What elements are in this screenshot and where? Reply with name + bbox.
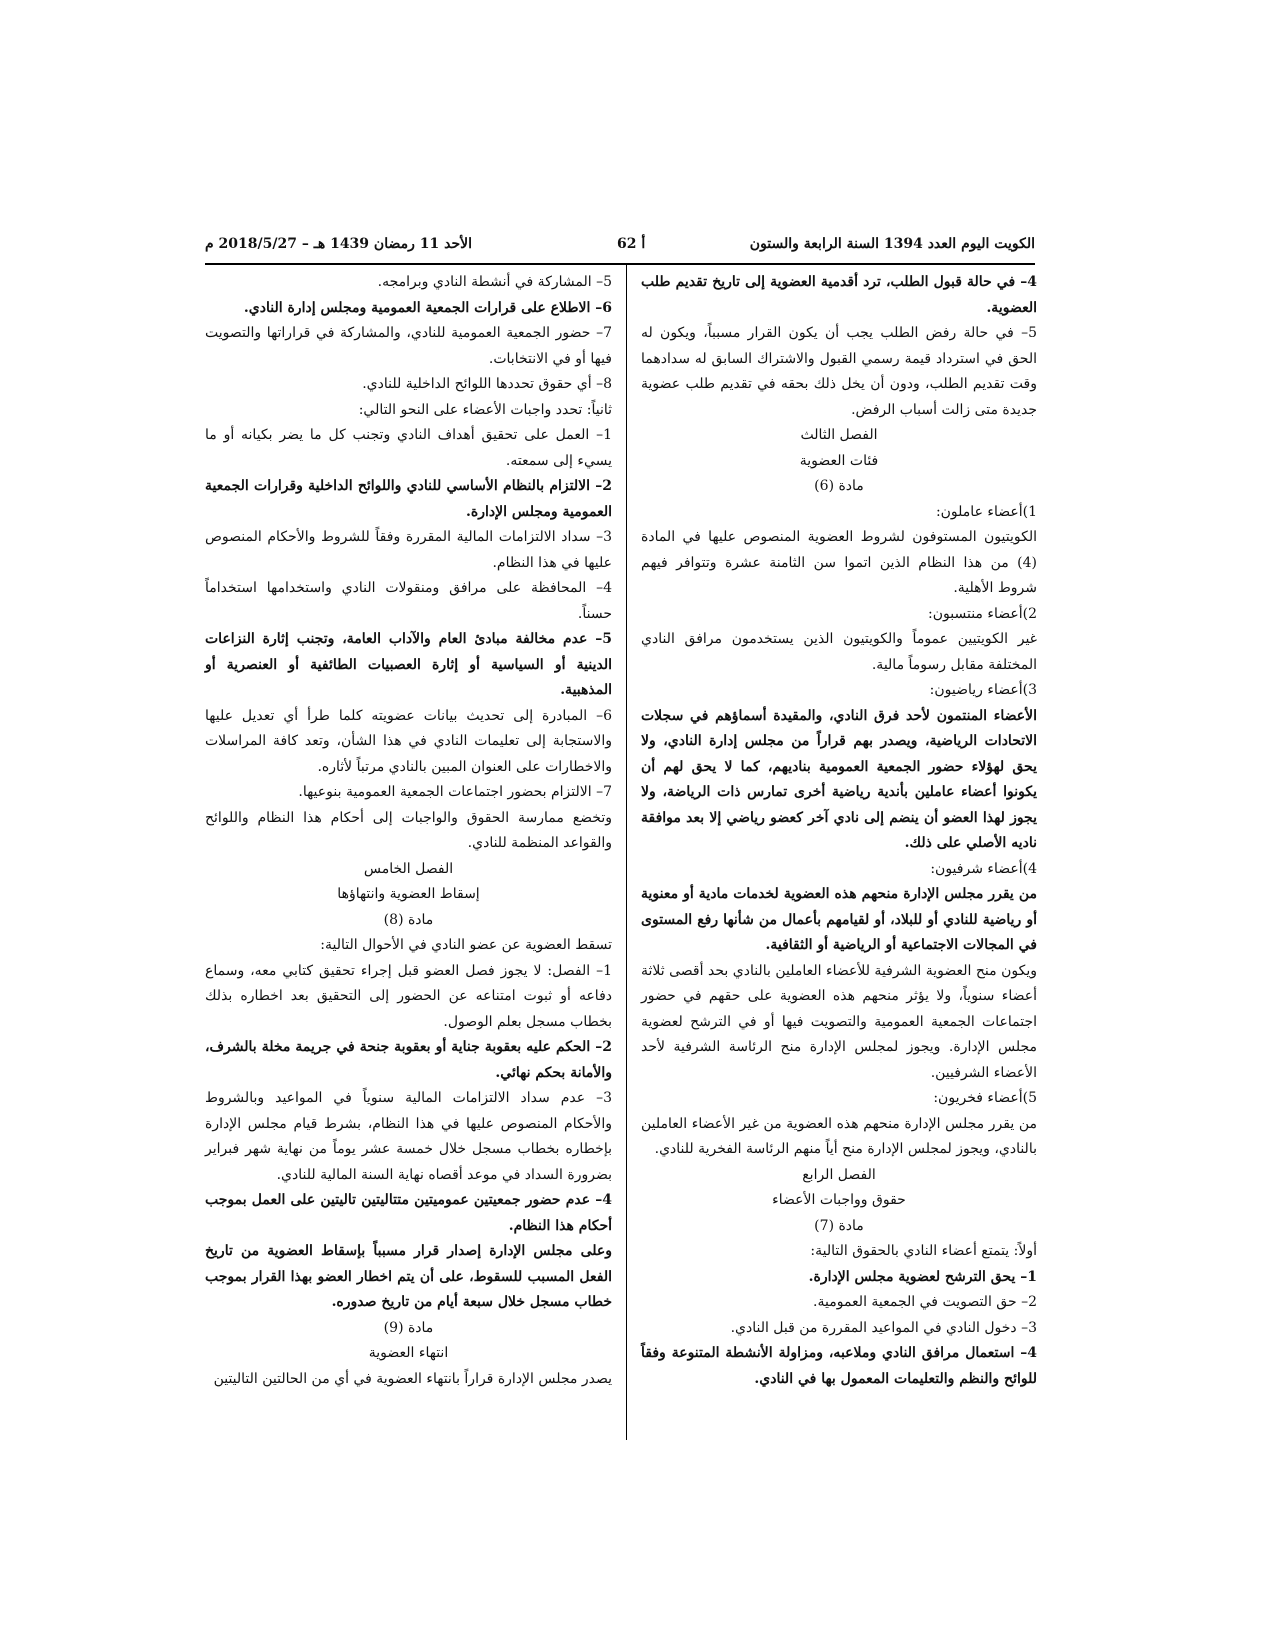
paragraph: الأعضاء المنتمون لأحد فرق النادي، والمقيدة أسماؤهم في سجلات الاتحادات الرياضية، ويصدر بهم قراراً من مجلس إدارة النادي، ولا يحق لهؤلاء حضور الجمعية العمومية بناديهم، كما لا يحق لهم أن يكونوا أعضاء عاملين بأندية رياضية أخرى تمارس ذات الرياضة، ولا يجوز لهذا العضو أن ينضم إلى نادي آخر كعضو رياضي إلا بعد موافقة ناديه الأصلي على ذلك.	[641, 707, 1037, 851]
column-divider	[626, 265, 627, 1440]
paragraph: 4– المحافظة على مرافق ومنقولات النادي واستخدامها استخداماً حسناً.	[205, 580, 612, 622]
header-rule	[205, 263, 1035, 265]
paragraph: 2– الحكم عليه بعقوبة جناية أو بعقوبة جنحة في جريمة مخلة بالشرف، والأمانة بحكم نهائي.	[205, 1039, 612, 1081]
paragraph: يصدر مجلس الإدارة قراراً بانتهاء العضوية في أي من الحالتين التاليتين	[213, 1370, 612, 1387]
section-heading: حقوق وواجبات الأعضاء	[772, 1192, 906, 1208]
issue-date: الأحد 11 رمضان 1439 هـ – 2018/5/27 م	[205, 236, 472, 252]
paragraph: 3– دخول النادي في المواعيد المقررة من قبل النادي.	[730, 1319, 1037, 1336]
paragraph: من يقرر مجلس الإدارة منحهم هذه العضوية من غير الأعضاء العاملين بالنادي، ويجوز لمجلس الإدارة منح أياً منهم الرئاسة الفخرية للنادي.	[641, 1115, 1037, 1157]
page-number: أ 62	[617, 236, 646, 252]
paragraph: 4– في حالة قبول الطلب، ترد أقدمية العضوية إلى تاريخ تقديم طلب العضوية.	[641, 274, 1037, 316]
paragraph: 5)أعضاء فخريون:	[933, 1090, 1037, 1106]
paragraph: 5– في حالة رفض الطلب يجب أن يكون القرار مسبباً، ويكون له الحق في استرداد قيمة رسمي القبول والاشتراك السابق له سدادهما وقت تقديم الطلب، ودون أن يخل ذلك بحقه في تقديم طلب عضوية جديدة متى زالت أسباب الرفض.	[641, 325, 1037, 418]
paragraph: 6– الاطلاع على قرارات الجمعية العمومية ومجلس إدارة النادي.	[243, 299, 612, 316]
paragraph: من يقرر مجلس الإدارة منحهم هذه العضوية لخدمات مادية أو معنوية أو رياضية للنادي أو للبلاد، أو لقيامهم بأعمال من شأنها رفع المستوى في المجالات الاجتماعية أو الرياضية أو الثقافية.	[641, 886, 1037, 953]
paragraph: 3– عدم سداد الالتزامات المالية سنوياً في المواعيد وبالشروط والأحكام المنصوص عليها في هذا النظام، بشرط قيام مجلس الإدارة بإخطاره بخطاب مسجل خلال خمسة عشر يوماً من نهاية شهر فبراير بضرورة السداد في موعد أقصاه نهاية السنة المالية للنادي.	[205, 1090, 612, 1183]
paragraph: 5– المشاركة في أنشطة النادي وبرامجه.	[377, 274, 612, 290]
section-heading: مادة (7)	[814, 1217, 864, 1234]
paragraph: أولاً: يتمتع أعضاء النادي بالحقوق التالية:	[810, 1243, 1037, 1259]
paragraph: 5– عدم مخالفة مبادئ العام والآداب العامة، وتجنب إثارة النزاعات الدينية أو السياسية أو إثارة العصبيات الطائفية أو العنصرية أو المذهبية.	[205, 631, 612, 698]
paragraph: غير الكويتيين عموماً والكويتيون الذين يستخدمون مرافق النادي المختلفة مقابل رسوماً مالية.	[641, 631, 1037, 673]
paragraph: ثانياً: تحدد واجبات الأعضاء على النحو التالي:	[358, 401, 612, 418]
section-heading: مادة (9)	[383, 1319, 434, 1336]
section-heading: فئات العضوية	[799, 452, 879, 469]
paragraph: 1)أعضاء عاملون:	[935, 503, 1037, 520]
paragraph: 2)أعضاء منتسبون:	[928, 605, 1037, 622]
paragraph: 1– الفصل: لا يجوز فصل العضو قبل إجراء تحقيق كتابي معه، وسماع دفاعه أو ثبوت امتناعه عن الحضور إلى التحقيق بعد اخطاره بذلك بخطاب مسجل بعلم الوصول.	[205, 962, 612, 1030]
paragraph: 7– حضور الجمعية العمومية للنادي، والمشاركة في قراراتها والتصويت فيها أو في الانتخابات.	[205, 325, 612, 367]
paragraph: وتخضع ممارسة الحقوق والواجبات إلى أحكام هذا النظام واللوائح والقواعد المنظمة للنادي.	[205, 809, 612, 851]
paragraph: ويكون منح العضوية الشرفية للأعضاء العاملين بالنادي بحد أقصى ثلاثة أعضاء سنوياً، ولا يؤثر منحهم هذه العضوية على حقهم في حضور اجتماعات الجمعية العمومية والتصويت فيها أو في الترشح لعضوية مجلس الإدارة. ويجوز لمجلس الإدارة منح الرئاسة الشرفية لأحد الأعضاء الشرفيين.	[641, 962, 1037, 1081]
paragraph: 2– حق التصويت في الجمعية العمومية.	[813, 1294, 1037, 1310]
paragraph: تسقط العضوية عن عضو النادي في الأحوال التالية:	[320, 937, 612, 953]
gazette-issue-info: الكويت اليوم العدد 1394 السنة الرابعة والستون	[749, 236, 1035, 252]
paragraph: وعلى مجلس الإدارة إصدار قرار مسبباً بإسقاط العضوية من تاريخ الفعل المسبب للسقوط، على أن يتم اخطار العضو بهذا القرار بموجب خطاب مسجل خلال سبعة أيام من تاريخ صدوره.	[205, 1243, 612, 1310]
paragraph: 1– يحق الترشح لعضوية مجلس الإدارة.	[808, 1268, 1037, 1285]
left-column	[205, 270, 612, 1392]
paragraph: 3– سداد الالتزامات المالية المقررة وفقاً للشروط والأحكام المنصوص عليها في هذا النظام.	[205, 529, 612, 571]
section-heading: الفصل الثالث	[800, 427, 878, 443]
section-heading: الفصل الخامس	[363, 860, 454, 877]
paragraph: 6– المبادرة إلى تحديث بيانات عضويته كلما طرأ أي تعديل عليها والاستجابة إلى تعليمات النادي في هذا الشأن، وتعد كافة المراسلات والاخطارات على العنوان المبين بالنادي مرتباً لأثاره.	[205, 707, 612, 775]
paragraph: 8– أي حقوق تحددها اللوائح الداخلية للنادي.	[362, 376, 612, 392]
paragraph: 3)أعضاء رياضيون:	[929, 682, 1037, 698]
page-header	[205, 236, 1035, 258]
section-heading: الفصل الرابع	[802, 1166, 876, 1183]
paragraph: 4– عدم حضور جمعيتين عموميتين متتاليتين تاليتين على العمل بموجب أحكام هذا النظام.	[205, 1192, 612, 1234]
section-heading: انتهاء العضوية	[368, 1345, 449, 1361]
section-heading: مادة (8)	[383, 911, 434, 928]
paragraph: 1– العمل على تحقيق أهداف النادي وتجنب كل ما يضر بكيانه أو ما يسيء إلى سمعته.	[205, 427, 612, 469]
paragraph: 4– استعمال مرافق النادي وملاعبه، ومزاولة الأنشطة المتنوعة وفقاً للوائح والنظم والتعليمات المعمول بها في النادي.	[641, 1345, 1037, 1387]
section-heading: إسقاط العضوية وانتهاؤها	[337, 886, 480, 902]
paragraph: 2– الالتزام بالنظام الأساسي للنادي واللوائح الداخلية وقرارات الجمعية العمومية ومجلس الإدارة.	[205, 478, 612, 520]
paragraph: الكويتيون المستوفون لشروط العضوية المنصوص عليها في المادة (4) من هذا النظام الذين اتموا سن الثامنة عشرة وتتوافر فيهم شروط الأهلية.	[641, 529, 1037, 596]
section-heading: مادة (6)	[814, 478, 864, 494]
paragraph: 7– الالتزام بحضور اجتماعات الجمعية العمومية بنوعيها.	[298, 784, 612, 800]
right-column	[641, 270, 1037, 1392]
paragraph: 4)أعضاء شرفيون:	[930, 860, 1037, 877]
